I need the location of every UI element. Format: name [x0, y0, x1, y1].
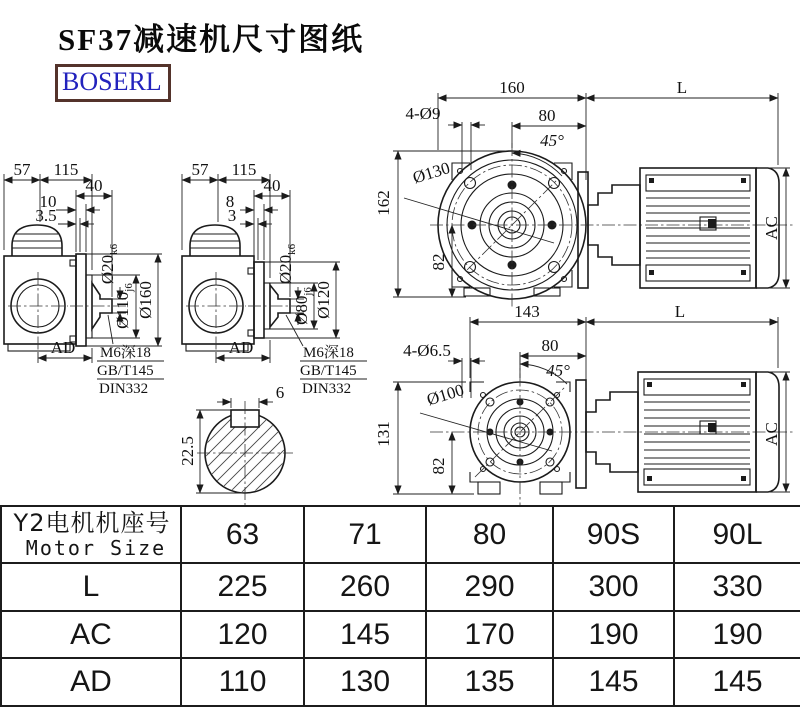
cell-L-80: 290: [426, 563, 553, 611]
dim-top-160: 160: [499, 78, 525, 97]
cell-L-63: 225: [181, 563, 304, 611]
dim-left-3-5: 3.5: [35, 206, 57, 225]
dim-bottom-angle: 45°: [546, 361, 570, 380]
note-mid-standard: GB/T145: [300, 363, 357, 379]
view-assembly-bottom: [374, 302, 795, 505]
dim-mid-shaft-dia: $Ø20_{k6}$: [276, 243, 298, 285]
page-title: SF37减速机尺寸图纸: [58, 22, 365, 57]
dim-mid-flange-dia: Ø120: [314, 281, 333, 319]
note-left-thread: M6深18: [100, 345, 151, 361]
cell-AC-90s: 190: [553, 611, 674, 658]
cell-AD-63: 110: [181, 658, 304, 706]
header-motor-size-zh: Y2电机机座号: [13, 508, 171, 537]
cell-AC-80: 170: [426, 611, 553, 658]
dim-mid-3: 3: [227, 206, 237, 225]
dim-bottom-80: 80: [541, 336, 559, 355]
dim-left-spigot-dia: $Ø110_{j6}$: [113, 283, 135, 329]
header-size-90l: 90L: [674, 506, 800, 563]
view-middle-side: [182, 160, 367, 397]
dim-mid-spigot-dia: $Ø80_{j6}$: [292, 287, 314, 325]
header-motor-size-en: Motor Size: [25, 535, 167, 560]
header-motor-size: [1, 506, 181, 563]
dim-left-115: 115: [53, 160, 79, 179]
dim-top-angle: 45°: [540, 131, 564, 150]
cell-AD-80: 135: [426, 658, 553, 706]
dim-bottom-bolt-circle: Ø100: [424, 380, 467, 410]
dim-key-height: 22.5: [178, 436, 197, 466]
dim-top-L: L: [676, 78, 688, 97]
cell-L-71: 260: [304, 563, 426, 611]
row-label-AD: AD: [1, 658, 181, 706]
dim-bottom-L: L: [674, 302, 686, 321]
view-shaft-section: [147, 383, 343, 505]
brand-logo: BOSERL: [55, 64, 171, 102]
dimension-table: [0, 505, 800, 707]
dim-left-40: 40: [85, 176, 103, 195]
dim-top-ac: AC: [762, 216, 781, 240]
dim-bottom-143: 143: [514, 302, 540, 321]
cell-AD-71: 130: [304, 658, 426, 706]
cell-AD-90s: 145: [553, 658, 674, 706]
dim-bottom-131: 131: [374, 421, 393, 447]
header-size-71: 71: [304, 506, 426, 563]
dim-top-82: 82: [429, 253, 448, 271]
dim-mid-40: 40: [263, 176, 281, 195]
dim-left-shaft-dia: $Ø20_{k6}$: [98, 243, 120, 285]
view-assembly-top: [374, 78, 795, 308]
header-size-90s: 90S: [553, 506, 674, 563]
table-row: [1, 563, 800, 611]
header-size-63: 63: [181, 506, 304, 563]
cell-L-90l: 330: [674, 563, 800, 611]
dim-top-holes: 4-Ø9: [405, 104, 441, 123]
dim-mid-115: 115: [231, 160, 257, 179]
row-label-L: L: [1, 563, 181, 611]
dim-left-ad: AD: [50, 338, 76, 357]
cell-AC-90l: 190: [674, 611, 800, 658]
dim-bottom-holes: 4-Ø6.5: [403, 341, 451, 360]
header-size-80: 80: [426, 506, 553, 563]
table-header-row: [1, 506, 800, 563]
dim-top-162: 162: [374, 190, 393, 216]
dim-bottom-ac: AC: [762, 422, 781, 446]
note-mid-din: DIN332: [302, 381, 352, 397]
note-mid-thread: M6深18: [303, 345, 354, 361]
cell-AD-90l: 145: [674, 658, 800, 706]
table-row: [1, 611, 800, 658]
cell-AC-71: 145: [304, 611, 426, 658]
dim-left-flange-dia: Ø160: [136, 281, 155, 319]
note-left-standard: GB/T145: [97, 363, 154, 379]
view-left-side: [4, 160, 164, 397]
dim-top-bolt-circle: Ø130: [410, 158, 453, 188]
dim-top-80: 80: [538, 106, 556, 125]
row-label-AC: AC: [1, 611, 181, 658]
dim-key-width: 6: [275, 383, 285, 402]
cell-L-90s: 300: [553, 563, 674, 611]
dim-mid-57: 57: [191, 160, 209, 179]
dim-mid-ad: AD: [228, 338, 254, 357]
dim-bottom-82: 82: [429, 457, 448, 475]
cell-AC-63: 120: [181, 611, 304, 658]
dim-left-57: 57: [13, 160, 31, 179]
note-left-din: DIN332: [99, 381, 149, 397]
table-row: [1, 658, 800, 706]
dim-mid-8: 8: [225, 192, 235, 211]
dim-left-10: 10: [39, 192, 57, 211]
